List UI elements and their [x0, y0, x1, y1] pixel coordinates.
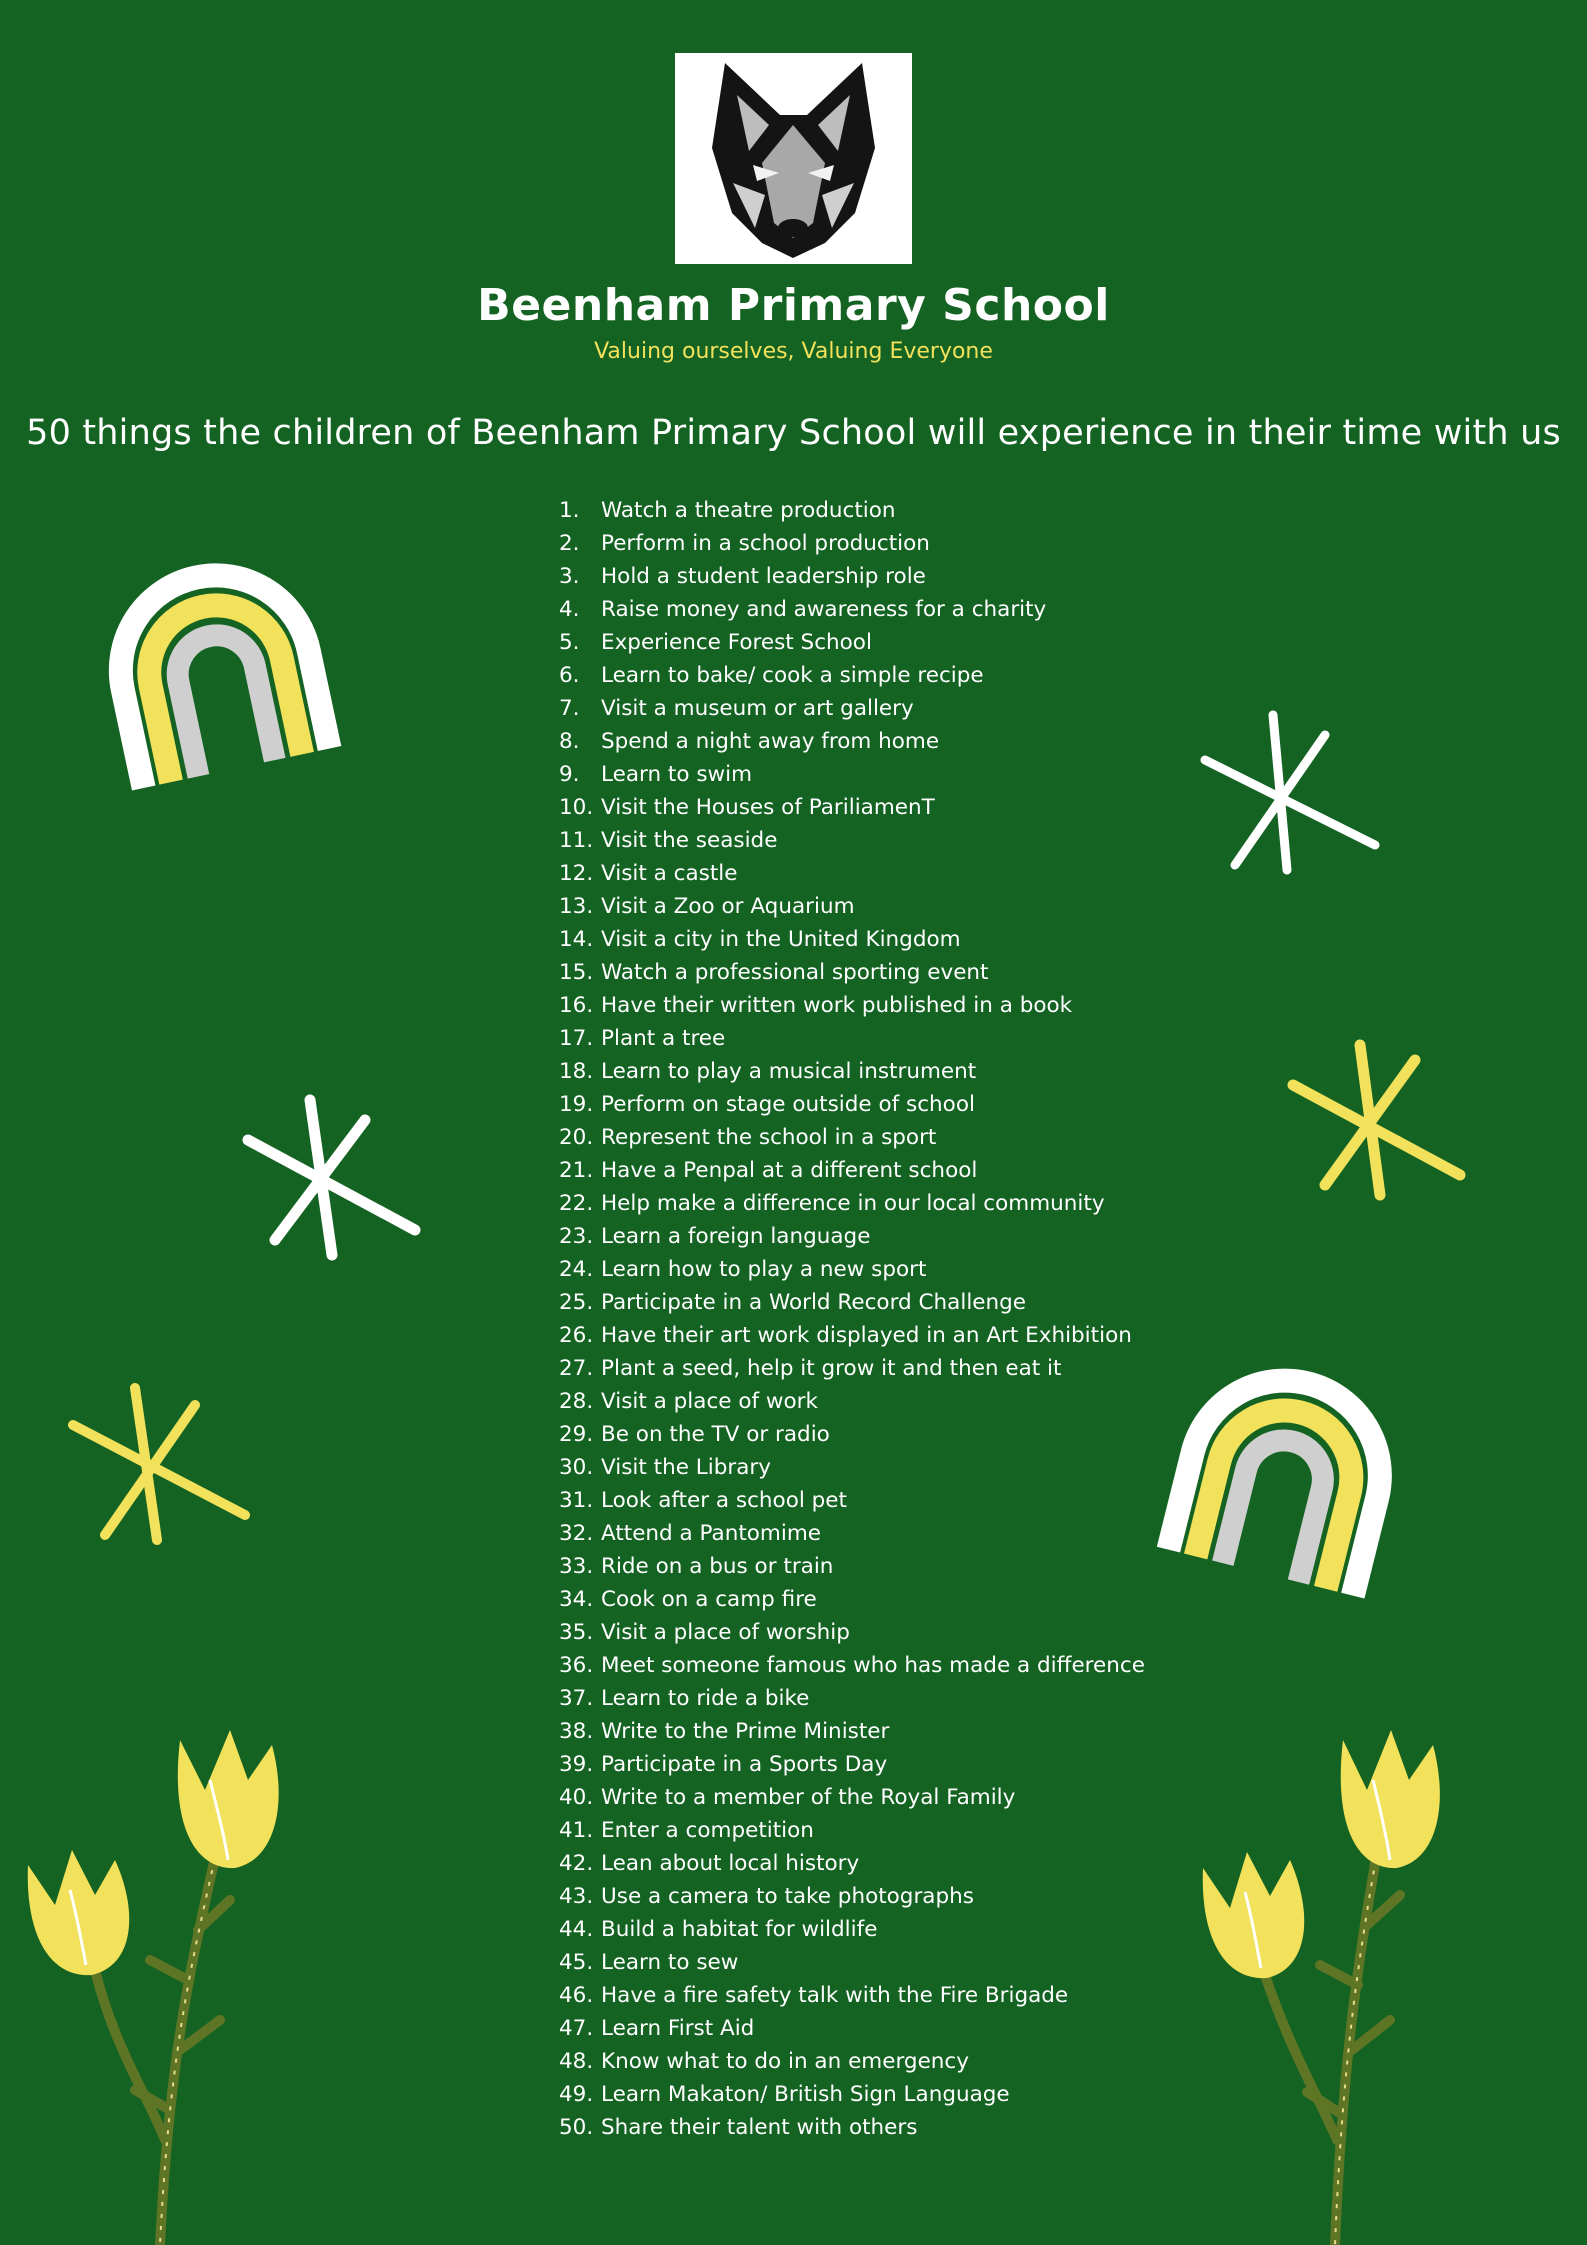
list-item-text: Learn to swim	[601, 762, 753, 787]
list-item-number: 20.	[559, 1125, 594, 1150]
list-item-text: Spend a night away from home	[601, 729, 940, 754]
list-item	[559, 1484, 1145, 1517]
list-item-text: Visit the Library	[601, 1455, 771, 1480]
list-item	[559, 1451, 1145, 1484]
list-item-text: Watch a professional sporting event	[601, 960, 989, 985]
list-item	[559, 1286, 1145, 1319]
list-item	[559, 989, 1145, 1022]
list-item-number: 48.	[559, 2049, 594, 2074]
list-item-text: Have a fire safety talk with the Fire Brigade	[601, 1983, 1069, 2008]
list-item-number: 42.	[559, 1851, 594, 1876]
school-logo	[675, 53, 912, 264]
list-item-number: 30.	[559, 1455, 594, 1480]
list-item-number: 26.	[559, 1323, 594, 1348]
list-item-number: 27.	[559, 1356, 594, 1381]
list-item-number: 41.	[559, 1818, 594, 1843]
list-item-text: Raise money and awareness for a charity	[601, 597, 1047, 622]
list-item-number: 15.	[559, 960, 594, 985]
list-item-number: 9.	[559, 762, 580, 787]
list-item-number: 32.	[559, 1521, 594, 1546]
list-item-text: Visit a place of worship	[601, 1620, 850, 1645]
list-item	[559, 1616, 1145, 1649]
list-item	[559, 791, 1145, 824]
list-item-text: Enter a competition	[601, 1818, 814, 1843]
list-item-text: Have a Penpal at a different school	[601, 1158, 978, 1183]
list-item	[559, 1913, 1145, 1946]
list-item-number: 36.	[559, 1653, 594, 1678]
list-item-text: Learn to bake/ cook a simple recipe	[601, 663, 984, 688]
list-item-text: Lean about local history	[601, 1851, 860, 1876]
list-item-number: 29.	[559, 1422, 594, 1447]
page-headline: 50 things the children of Beenham Primary School will experience in their time with us	[26, 413, 1561, 453]
list-item-number: 49.	[559, 2082, 594, 2107]
list-item-number: 4.	[559, 597, 580, 622]
list-item-number: 10.	[559, 795, 594, 820]
list-item-text: Hold a student leadership role	[601, 564, 926, 589]
list-item-number: 18.	[559, 1059, 594, 1084]
list-item	[559, 2111, 1145, 2144]
list-item-number: 3.	[559, 564, 580, 589]
list-item-number: 11.	[559, 828, 594, 853]
list-item-number: 33.	[559, 1554, 594, 1579]
list-item-number: 38.	[559, 1719, 594, 1744]
list-item	[559, 593, 1145, 626]
tulip-icon	[20, 1720, 300, 2245]
list-item-text: Watch a theatre production	[601, 498, 896, 523]
tulip-icon	[1195, 1720, 1475, 2245]
list-item-text: Visit the Houses of PariliamenT	[601, 795, 935, 820]
list-item-number: 40.	[559, 1785, 594, 1810]
list-item-text: Visit a Zoo or Aquarium	[601, 894, 855, 919]
list-item-number: 13.	[559, 894, 594, 919]
star-icon	[1195, 705, 1385, 885]
list-item	[559, 1847, 1145, 1880]
list-item-text: Represent the school in a sport	[601, 1125, 937, 1150]
list-item	[559, 1253, 1145, 1286]
list-item-text: Write to a member of the Royal Family	[601, 1785, 1016, 1810]
list-item-text: Learn Makaton/ British Sign Language	[601, 2082, 1010, 2107]
list-item-number: 19.	[559, 1092, 594, 1117]
list-item-text: Attend a Pantomime	[601, 1521, 822, 1546]
list-item	[559, 1517, 1145, 1550]
list-item	[559, 1220, 1145, 1253]
list-item	[559, 1088, 1145, 1121]
list-item-text: Learn to play a musical instrument	[601, 1059, 977, 1084]
list-item	[559, 659, 1145, 692]
list-item	[559, 857, 1145, 890]
list-item-text: Learn to sew	[601, 1950, 739, 1975]
list-item	[559, 1418, 1145, 1451]
list-item-text: Have their art work displayed in an Art Exhibition	[601, 1323, 1132, 1348]
experience-list	[559, 494, 1145, 2144]
list-item-text: Look after a school pet	[601, 1488, 847, 1513]
list-item	[559, 1022, 1145, 1055]
list-item-number: 35.	[559, 1620, 594, 1645]
list-item-number: 16.	[559, 993, 594, 1018]
list-item-number: 46.	[559, 1983, 594, 2008]
list-item-text: Experience Forest School	[601, 630, 872, 655]
list-item-number: 7.	[559, 696, 580, 721]
list-item	[559, 1187, 1145, 1220]
list-item-text: Visit a place of work	[601, 1389, 818, 1414]
list-item	[559, 1748, 1145, 1781]
list-item-text: Learn how to play a new sport	[601, 1257, 927, 1282]
list-item-number: 28.	[559, 1389, 594, 1414]
list-item-text: Build a habitat for wildlife	[601, 1917, 878, 1942]
list-item-text: Cook on a camp fire	[601, 1587, 817, 1612]
list-item	[559, 890, 1145, 923]
list-item-text: Be on the TV or radio	[601, 1422, 830, 1447]
list-item	[559, 527, 1145, 560]
list-item	[559, 1682, 1145, 1715]
list-item-text: Ride on a bus or train	[601, 1554, 834, 1579]
list-item	[559, 1814, 1145, 1847]
list-item-number: 37.	[559, 1686, 594, 1711]
list-item	[559, 956, 1145, 989]
list-item	[559, 1055, 1145, 1088]
list-item-number: 39.	[559, 1752, 594, 1777]
list-item-text: Visit a museum or art gallery	[601, 696, 914, 721]
star-icon	[65, 1380, 255, 1555]
list-item	[559, 1121, 1145, 1154]
list-item-text: Learn to ride a bike	[601, 1686, 810, 1711]
list-item-text: Learn a foreign language	[601, 1224, 871, 1249]
star-icon	[240, 1090, 430, 1265]
list-item-number: 25.	[559, 1290, 594, 1315]
list-item-number: 45.	[559, 1950, 594, 1975]
list-item-number: 17.	[559, 1026, 594, 1051]
list-item	[559, 494, 1145, 527]
list-item	[559, 692, 1145, 725]
list-item	[559, 1319, 1145, 1352]
list-item	[559, 1154, 1145, 1187]
list-item-number: 2.	[559, 531, 580, 556]
list-item-text: Learn First Aid	[601, 2016, 755, 2041]
list-item-number: 47.	[559, 2016, 594, 2041]
list-item-text: Perform on stage outside of school	[601, 1092, 975, 1117]
school-motto: Valuing ourselves, Valuing Everyone	[594, 339, 993, 364]
list-item-text: Participate in a Sports Day	[601, 1752, 888, 1777]
list-item	[559, 1979, 1145, 2012]
list-item-number: 31.	[559, 1488, 594, 1513]
list-item	[559, 626, 1145, 659]
list-item	[559, 1781, 1145, 1814]
list-item	[559, 560, 1145, 593]
list-item-number: 22.	[559, 1191, 594, 1216]
list-item-number: 23.	[559, 1224, 594, 1249]
list-item-text: Help make a difference in our local community	[601, 1191, 1105, 1216]
list-item-text: Meet someone famous who has made a difference	[601, 1653, 1145, 1678]
list-item-text: Have their written work published in a book	[601, 993, 1073, 1018]
star-icon	[1285, 1035, 1475, 1210]
list-item-text: Participate in a World Record Challenge	[601, 1290, 1027, 1315]
list-item	[559, 923, 1145, 956]
list-item-text: Visit the seaside	[601, 828, 778, 853]
list-item-number: 6.	[559, 663, 580, 688]
list-item-number: 1.	[559, 498, 580, 523]
list-item	[559, 1583, 1145, 1616]
list-item-number: 14.	[559, 927, 594, 952]
list-item	[559, 1715, 1145, 1748]
list-item	[559, 824, 1145, 857]
list-item-text: Plant a tree	[601, 1026, 726, 1051]
list-item	[559, 725, 1145, 758]
list-item-number: 34.	[559, 1587, 594, 1612]
list-item-number: 43.	[559, 1884, 594, 1909]
list-item	[559, 1385, 1145, 1418]
list-item	[559, 1352, 1145, 1385]
list-item-number: 8.	[559, 729, 580, 754]
list-item-text: Plant a seed, help it grow it and then eat it	[601, 1356, 1062, 1381]
list-item-number: 44.	[559, 1917, 594, 1942]
list-item	[559, 1880, 1145, 1913]
list-item-text: Visit a castle	[601, 861, 738, 886]
list-item-number: 5.	[559, 630, 580, 655]
list-item-text: Visit a city in the United Kingdom	[601, 927, 961, 952]
list-item	[559, 758, 1145, 791]
list-item-text: Use a camera to take photographs	[601, 1884, 974, 1909]
list-item	[559, 2045, 1145, 2078]
rainbow-icon	[1155, 1365, 1405, 1600]
list-item-text: Perform in a school production	[601, 531, 930, 556]
wolf-head-icon	[675, 53, 912, 264]
list-item-number: 50.	[559, 2115, 594, 2140]
list-item-number: 21.	[559, 1158, 594, 1183]
list-item-number: 24.	[559, 1257, 594, 1282]
list-item	[559, 1649, 1145, 1682]
list-item	[559, 2078, 1145, 2111]
list-item-text: Write to the Prime Minister	[601, 1719, 890, 1744]
list-item-text: Know what to do in an emergency	[601, 2049, 969, 2074]
list-item	[559, 1946, 1145, 1979]
list-item-number: 12.	[559, 861, 594, 886]
rainbow-icon	[95, 560, 345, 795]
list-item	[559, 2012, 1145, 2045]
school-name: Beenham Primary School	[477, 280, 1110, 331]
list-item	[559, 1550, 1145, 1583]
list-item-text: Share their talent with others	[601, 2115, 918, 2140]
